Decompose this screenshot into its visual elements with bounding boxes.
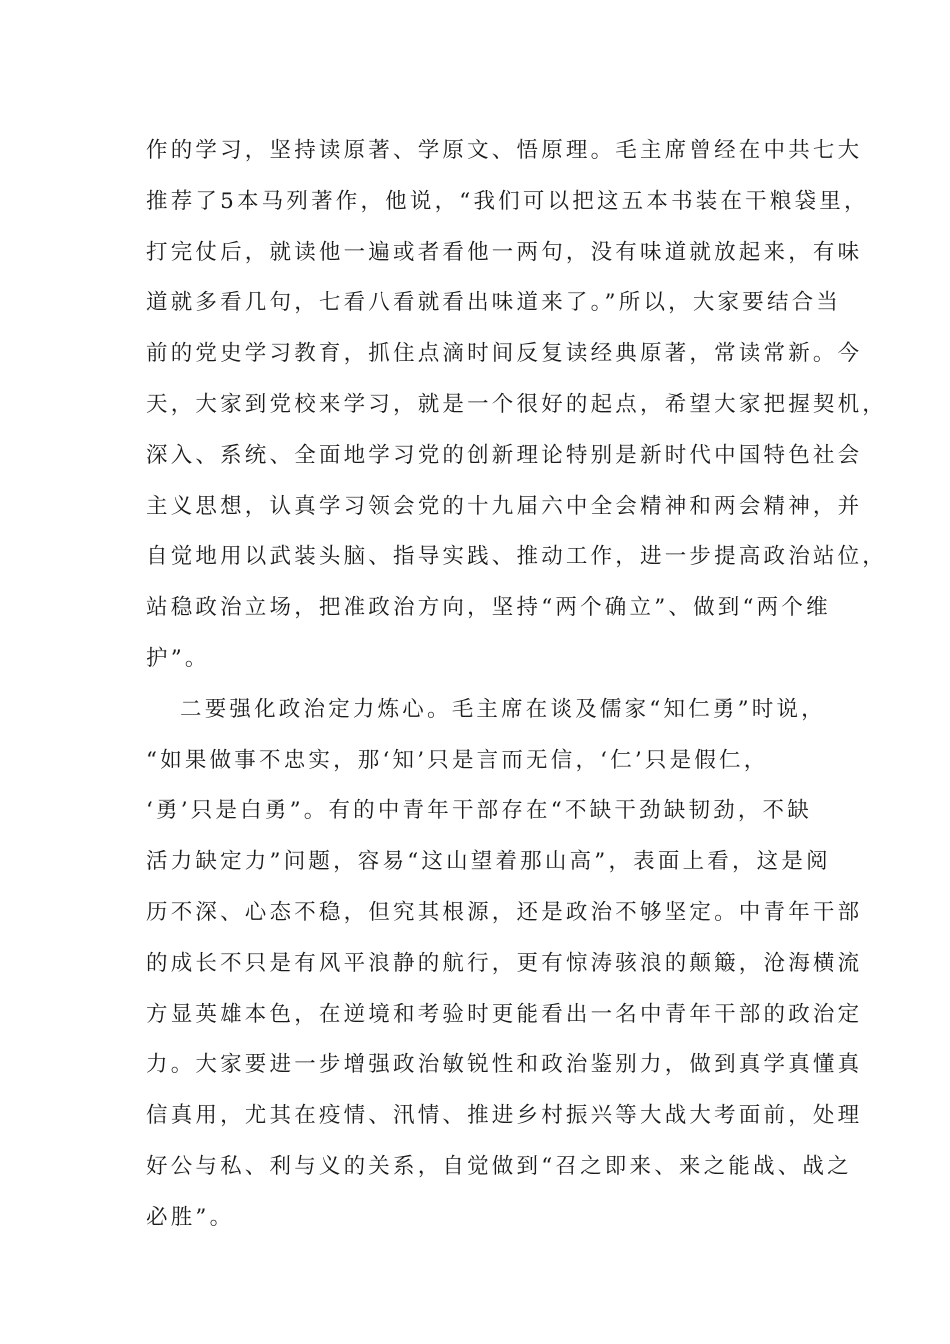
text-line: 的成长不只是有风平浪静的航行，更有惊涛骇浪的颠簸，沧海横流 <box>146 950 863 976</box>
text-line: 好公与私、利与义的关系，自觉做到“召之即来、来之能战、战之 <box>146 1153 852 1179</box>
text-line: 站稳政治立场，把准政治方向，坚持“两个确立”、做到“两个维 <box>146 595 831 621</box>
text-line: 自觉地用以武装头脑、指导实践、推动工作，进一步提高政治站位， <box>146 544 888 570</box>
text-line: 前的党史学习教育，抓住点滴时间反复读经典原著，常读常新。今 <box>146 341 863 367</box>
text-line: 必胜”。 <box>146 1204 235 1230</box>
text-line: 活力缺定力”问题，容易“这山望着那山高”，表面上看，这是阅 <box>146 849 831 875</box>
text-line: “如果做事不忠实，那‘知’只是言而无信，‘仁’只是假仁， <box>146 747 769 773</box>
text-line: 道就多看几句，七看八看就看出味道来了。”所以，大家要结合当 <box>146 290 842 316</box>
text-line: 主义思想，认真学习领会党的十九届六中全会精神和两会精神，并 <box>146 493 863 519</box>
paragraph-start-line: 二要强化政治定力炼心。毛主席在谈及儒家“知仁勇”时说， <box>180 696 826 722</box>
text-line: 推荐了5本马列著作，他说，“我们可以把这五本书装在干粮袋里， <box>146 188 869 214</box>
text-line: 方显英雄本色，在逆境和考验时更能看出一名中青年干部的政治定 <box>146 1001 863 1027</box>
body-text <box>146 126 888 1244</box>
text-line: 作的学习，坚持读原著、学原文、悟原理。毛主席曾经在中共七大 <box>146 138 863 163</box>
text-line: 天，大家到党校来学习，就是一个很好的起点，希望大家把握契机， <box>146 391 888 417</box>
text-line: 护”。 <box>146 645 210 671</box>
text-line: ‘勇’只是白勇”。有的中青年干部存在“不缺干劲缺韧劲，不缺 <box>146 798 812 824</box>
text-line: 历不深、心态不稳，但究其根源，还是政治不够坚定。中青年干部 <box>146 899 863 925</box>
text-line: 打完仗后，就读他一遍或者看他一两句，没有味道就放起来，有味 <box>146 239 863 265</box>
text-line: 信真用，尤其在疫情、汛情、推进乡村振兴等大战大考面前，处理 <box>146 1103 863 1129</box>
text-line: 力。大家要进一步增强政治敏锐性和政治鉴别力，做到真学真懂真 <box>146 1052 863 1078</box>
text-line: 深入、系统、全面地学习党的创新理论特别是新时代中国特色社会 <box>146 442 863 468</box>
